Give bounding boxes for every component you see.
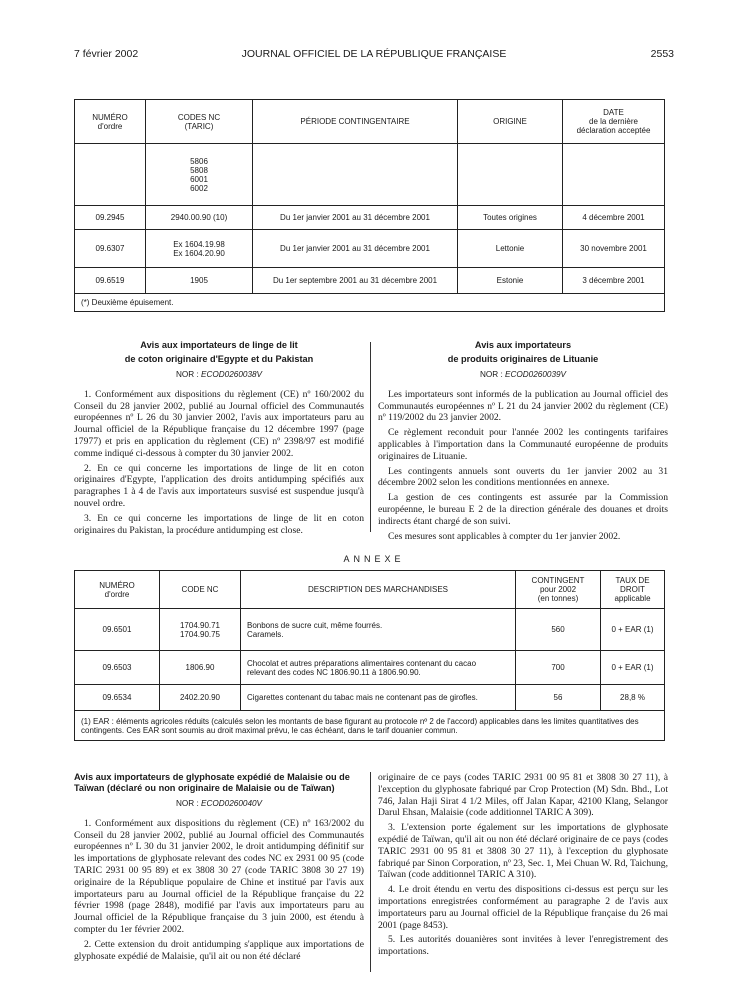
table-cell: Toutes origines xyxy=(458,206,563,230)
paragraph: 1. Conformément aux dispositions du règlement (CE) nº 160/2002 du Conseil du 28 janvier 2002, publié au Journal officiel des Communautés européennes nº L 26 du 30 janvier 2002, l'avis aux importateurs paru au Journal officiel de la République française du 12 décembre 1997 (page 17977) et pris en application du règlement (CE) nº 2398/97 est modifié comme indiqué ci-dessous à compter du 30 janvier 2002. xyxy=(74,388,364,459)
table-cell xyxy=(563,144,665,206)
paragraph: 5. Les autorités douanières sont invitées à lever l'enregistrement des importations. xyxy=(378,934,668,958)
table-cell: 1905 xyxy=(146,268,253,294)
article-glyphosate xyxy=(74,772,364,965)
header-cell: NUMÉRO d'ordre xyxy=(75,571,160,609)
article-linge-de-lit xyxy=(74,340,364,539)
table-cell: 560 xyxy=(516,609,601,651)
table-cell xyxy=(253,144,458,206)
column-divider xyxy=(370,342,371,532)
article-lituanie xyxy=(378,340,668,545)
table-row xyxy=(75,268,665,294)
table-cell: 3 décembre 2001 xyxy=(563,268,665,294)
paragraph: Les importateurs sont informés de la publication au Journal officiel des Communautés européennes nº L 21 du 24 janvier 2002 du règlement (CE) nº 119/2002 du 23 janvier 2002. xyxy=(378,388,668,424)
header-cell: CODES NC (TARIC) xyxy=(146,100,253,144)
header-page-number: 2553 xyxy=(650,48,674,60)
table-cell: Du 1er janvier 2001 au 31 décembre 2001 xyxy=(253,206,458,230)
table-cell: 28,8 % xyxy=(601,685,665,711)
table-cell xyxy=(75,144,146,206)
nor-code: ECOD0260040V xyxy=(201,799,263,808)
nor-reference xyxy=(74,798,364,810)
table-row xyxy=(75,651,665,685)
table-cell: Chocolat et autres préparations alimentaires contenant du cacao relevant des codes NC 1806.90.11 à 1806.90.90. xyxy=(241,651,516,685)
paragraph: 4. Le droit étendu en vertu des dispositions ci-dessus est perçu sur les importations enregistrées conformément au paragraphe 2 de l'avis aux importateurs paru au Journal officiel de la République française du 26 mai 2001 (page 8453). xyxy=(378,884,668,931)
header-cell: NUMÉRO d'ordre xyxy=(75,100,146,144)
paragraph: La gestion de ces contingents est assurée par la Commission européenne, le bureau E 2 de la direction générale des douanes et droits indirects étant chargé de son suivi. xyxy=(378,492,668,527)
table-cell: Du 1er janvier 2001 au 31 décembre 2001 xyxy=(253,230,458,268)
paragraph: 2. En ce qui concerne les importations de linge de lit en coton originaires d'Egypte, l'application des droits antidumping spécifiés aux paragraphes 1 à 4 de l'avis aux importateurs susvisé est suspendue jusqu'à nouvel ordre. xyxy=(74,462,364,509)
table-cell: Cigarettes contenant du tabac mais ne contenant pas de girofles. xyxy=(241,685,516,711)
table-header-row xyxy=(75,100,665,144)
nor-reference xyxy=(74,369,364,381)
table-cell: Lettonie xyxy=(458,230,563,268)
paragraph: 3. En ce qui concerne les importations de linge de lit en coton originaires du Pakistan, la procédure antidumping est close. xyxy=(74,512,364,536)
table-cell: 09.6501 xyxy=(75,609,160,651)
header-cell: CODE NC xyxy=(160,571,241,609)
table-cell: 2402.20.90 xyxy=(160,685,241,711)
table-cell: 1806.90 xyxy=(160,651,241,685)
paragraph: 3. L'extension porte également sur les importations de glyphosate expédié de Taïwan, qu'il ait ou non été déclaré originaire de ce pays (codes TARIC 2931 00 95 81 et 3808 30 27 11), à l'exception du glyphosate fabriqué par Sinon Corporation, nº 23, Sec. 1, Mei Chuan W. Rd, Taichung, Taïwan (code additionnel TARIC A 310). xyxy=(378,822,668,881)
nor-label: NOR : xyxy=(175,799,199,808)
table-footnote-row xyxy=(75,711,665,741)
nor-label: NOR : xyxy=(175,370,199,379)
table-cell: 30 novembre 2001 xyxy=(563,230,665,268)
table-cell: 4 décembre 2001 xyxy=(563,206,665,230)
table-cell: 09.6534 xyxy=(75,685,160,711)
table-cell: 1704.90.71 1704.90.75 xyxy=(160,609,241,651)
table-cell: Ex 1604.19.98 Ex 1604.20.90 xyxy=(146,230,253,268)
header-cell: DATE de la dernière déclaration acceptée xyxy=(563,100,665,144)
table-cell: Estonie xyxy=(458,268,563,294)
article-glyphosate-continued xyxy=(378,772,668,961)
paragraph: originaire de ce pays (codes TARIC 2931 00 95 81 et 3808 30 27 11), à l'exception du glyphosate fabriqué par Crop Protection (M) Sdn. Bhd., Lot 746, Jalan Haji Sirat 4 1/2 Miles, off Jalan Kapar, 42100 Klang, Selangor Darul Ehsan, Malaisie (code additionnel TARIC A 309). xyxy=(378,772,668,819)
header-cell: DESCRIPTION DES MARCHANDISES xyxy=(241,571,516,609)
header-cell: TAUX DE DROIT applicable xyxy=(601,571,665,609)
page-header xyxy=(74,48,674,64)
table-row xyxy=(75,609,665,651)
table-cell: 09.6503 xyxy=(75,651,160,685)
article-title: Avis aux importateurs de glyphosate expédié de Malaisie ou de Taïwan (déclaré ou non originaire de Malaisie ou de Taïwan) xyxy=(74,772,350,793)
table-header-row xyxy=(75,571,665,609)
table-footnote: (1) EAR : éléments agricoles réduits (calculés selon les montants de base figurant au protocole nº 2 de l'accord) applicables dans les limites quantitatives des contingents. Ces EAR sont soumis au droit maximal prévu, le cas échéant, dans le tarif douanier commun. xyxy=(75,711,665,741)
paragraph: Ces mesures sont applicables à compter du 1er janvier 2002. xyxy=(388,530,621,542)
table-cell: 0 + EAR (1) xyxy=(601,651,665,685)
table-cell xyxy=(458,144,563,206)
annexe-heading: ANNEXE xyxy=(343,554,405,564)
table-cell: 2940.00.90 (10) xyxy=(146,206,253,230)
table-cell: 09.6519 xyxy=(75,268,146,294)
header-cell: CONTINGENT pour 2002 (en tonnes) xyxy=(516,571,601,609)
paragraph: 2. Cette extension du droit antidumping s'applique aux importations de glyphosate expédié de Malaisie, qu'il ait ou non été déclaré xyxy=(74,938,364,962)
annexe-table xyxy=(74,570,665,741)
header-cell: ORIGINE xyxy=(458,100,563,144)
table-cell: Bonbons de sucre cuit, même fourrés. Caramels. xyxy=(241,609,516,651)
header-date: 7 février 2002 xyxy=(74,48,139,60)
article-title: Avis aux importateurs de linge de lit xyxy=(140,340,298,350)
table-cell: 700 xyxy=(516,651,601,685)
table-cell: 56 xyxy=(516,685,601,711)
table-row xyxy=(75,144,665,206)
table-footnote-row xyxy=(75,294,665,312)
article-title: Avis aux importateurs xyxy=(474,340,572,350)
table-row xyxy=(75,685,665,711)
table-cell: 5806 5808 6001 6002 xyxy=(146,144,253,206)
paragraph: Les contingents annuels sont ouverts du 1er janvier 2002 au 31 décembre 2002 selon les conditions mentionnées en annexe. xyxy=(378,465,668,489)
table-row xyxy=(75,230,665,268)
nor-code: ECOD0260038V xyxy=(201,370,263,379)
paragraph: 1. Conformément aux dispositions du règlement (CE) nº 163/2002 du Conseil du 28 janvier 2002, publié au Journal officiel des Communautés européennes nº L 30 du 31 janvier 2002, le droit antidumping définitif sur les importations de glyphosate relevant des codes NC ex 2931 00 95 (code TARIC 2931 00 95 89) et ex 3808 30 27 (code TARIC 3808 30 27 19) originaire de la République populaire de Chine et institué par l'avis aux importateurs paru au Journal officiel de la République française du 22 février 1998 (page 2848), modifié par l'avis aux importateurs paru au Journal officiel de la République française du 3 juin 2000, est étendu à compter du 1er février 2002. xyxy=(74,817,364,935)
table-cell: 09.2945 xyxy=(75,206,146,230)
table-cell: 09.6307 xyxy=(75,230,146,268)
quota-table xyxy=(74,99,665,312)
paragraph: Ce règlement reconduit pour l'année 2002 les contingents tarifaires applicables à l'importation dans la Communauté européenne de produits originaires de Lituanie. xyxy=(378,427,668,462)
header-journal-title: JOURNAL OFFICIEL DE LA RÉPUBLIQUE FRANÇAISE xyxy=(241,48,507,60)
article-subtitle: de produits originaires de Lituanie xyxy=(447,354,599,364)
nor-code: ECOD0260039V xyxy=(505,370,567,379)
header-cell: PÉRIODE CONTINGENTAIRE xyxy=(253,100,458,144)
nor-label: NOR : xyxy=(479,370,503,379)
column-divider xyxy=(370,772,371,972)
table-row xyxy=(75,206,665,230)
table-cell: Du 1er septembre 2001 au 31 décembre 2001 xyxy=(253,268,458,294)
table-footnote: (*) Deuxième épuisement. xyxy=(75,294,665,312)
article-subtitle: de coton originaire d'Egypte et du Pakistan xyxy=(124,354,314,364)
table-cell: 0 + EAR (1) xyxy=(601,609,665,651)
nor-reference xyxy=(378,369,668,381)
